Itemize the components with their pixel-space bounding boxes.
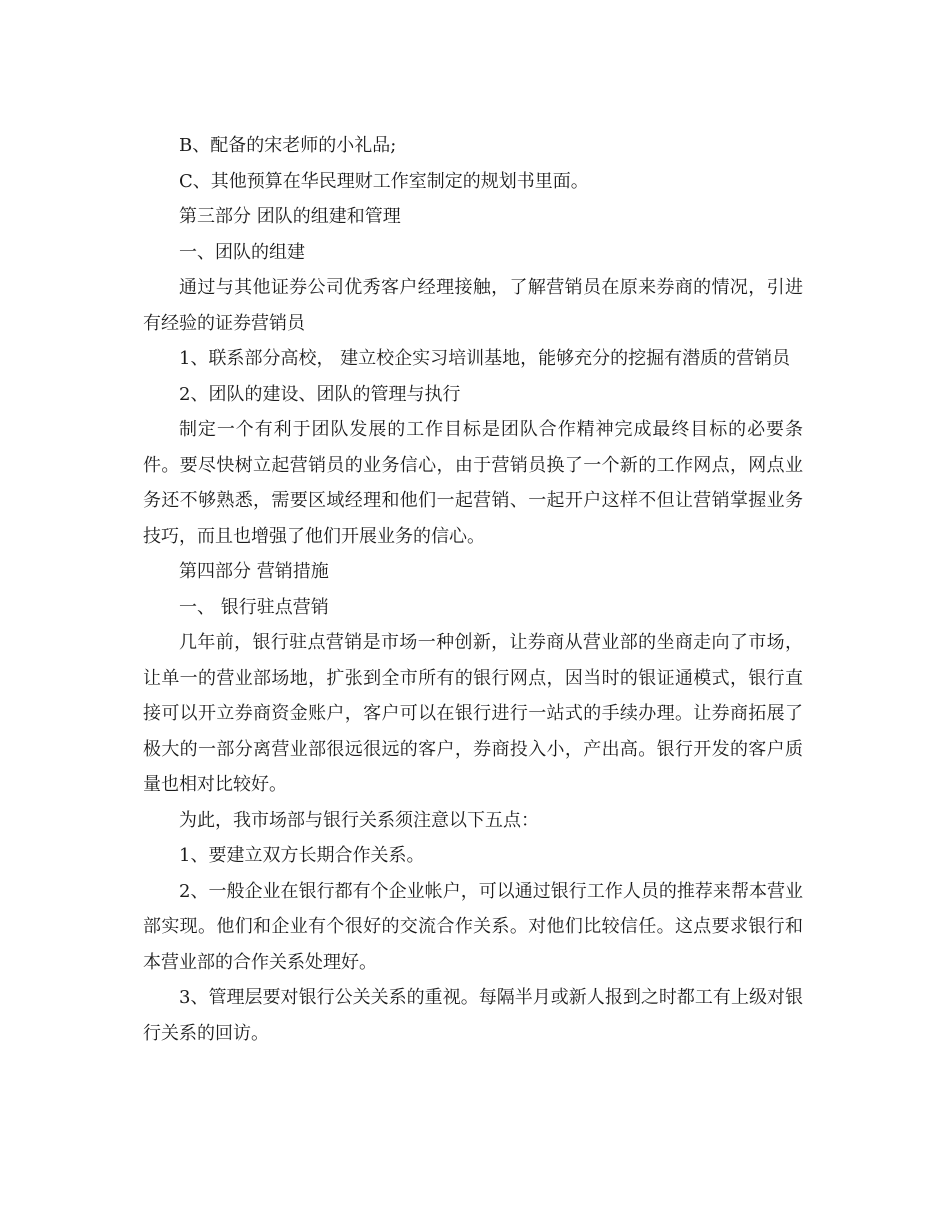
section-heading-part-4: 第四部分 营销措施 (179, 561, 329, 582)
list-item-1: 1、要建立双方长期合作关系。 (179, 845, 425, 866)
subheading-bank-marketing: 一、 银行驻点营销 (179, 596, 329, 618)
paragraph-bank-history: 几年前，银行驻点营销是市场一种创新，让券商从营业部的坐商走向了市场，让单一的营业部场地，扩张到全市所有的银行网点，因当时的银证通模式，银行直接可以开立券商资金账户，客户可以在银行进行一站式的手续办理。让券商拓展了极大的一部分离营业部很远很远的客户，券商投入小，产出高。银行开发的客户质量也相对比较好。 (143, 632, 803, 795)
paragraph-budget: C、其他预算在华民理财工作室制定的规划书里面。 (179, 170, 589, 192)
paragraph-gift: B、配备的宋老师的小礼品; (179, 135, 397, 156)
list-item-2: 2、一般企业在银行都有个企业帐户，可以通过银行工作人员的推荐来帮本营业部实现。他们和企业有个很好的交流合作关系。对他们比较信任。这点要求银行和本营业部的合作关系处理好。 (143, 880, 803, 973)
paragraph-team-goals: 制定一个有利于团队发展的工作目标是团队合作精神完成最终目标的必要条件。要尽快树立起营销员的业务信心，由于营销员换了一个新的工作网点，网点业务还不够熟悉，需要区域经理和他们一起营销、一起开户这样不但让营销掌握业务技巧，而且也增强了他们开展业务的信心。 (143, 419, 803, 547)
paragraph-team-management: 2、团队的建设、团队的管理与执行 (179, 383, 461, 405)
paragraph-five-points: 为此，我市场部与银行关系须注意以下五点： (179, 809, 539, 831)
paragraph-universities: 1、联系部分高校， 建立校企实习培训基地，能够充分的挖掘有潜质的营销员 (179, 348, 791, 369)
subheading-team-building: 一、团队的组建 (179, 241, 305, 263)
document-body (143, 128, 803, 1051)
section-heading-part-3: 第三部分 团队的组建和管理 (179, 206, 401, 227)
paragraph-recruit: 通过与其他证券公司优秀客户经理接触，了解营销员在原来券商的情况，引进有经验的证券营销员 (143, 277, 803, 334)
list-item-3: 3、管理层要对银行公关关系的重视。每隔半月或新人报到之时都工有上级对银行关系的回访。 (143, 987, 803, 1044)
